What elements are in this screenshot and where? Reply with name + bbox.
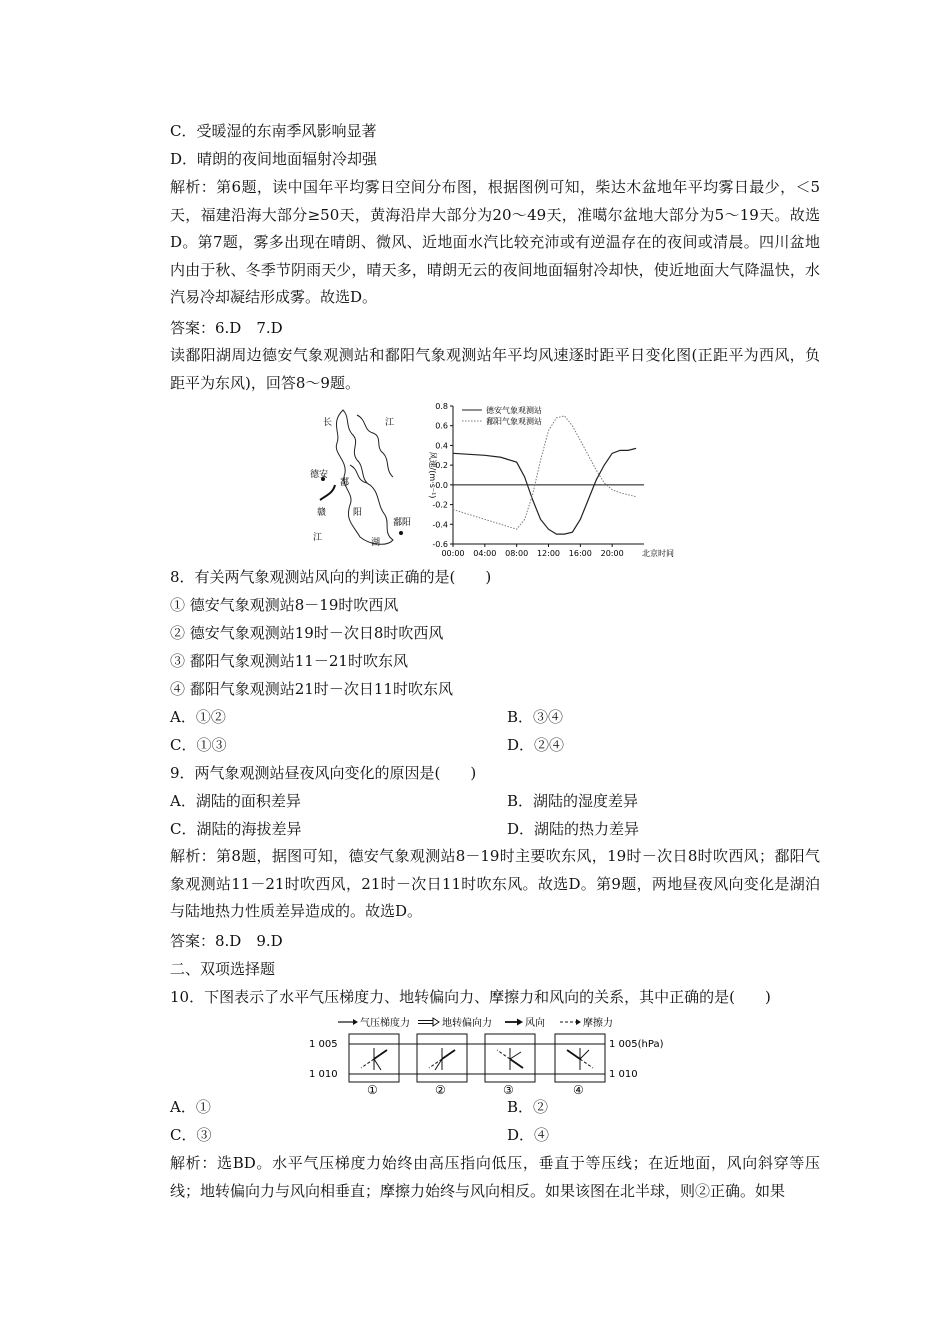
q10-stem: 10．下图表示了水平气压梯度力、地转偏向力、摩擦力和风向的关系，其中正确的是( ) [170,988,771,1006]
isobar-1005-right: 1 005(hPa) [609,1039,664,1050]
panel-label-4: ④ [573,1083,584,1097]
x-tick-label: 08:00 [505,549,529,558]
isobar-1005-left: 1 005 [309,1039,338,1050]
map-label-ganjiang: 江 [313,533,323,543]
x-tick-label: 16:00 [568,549,592,558]
series-line-2 [453,416,636,529]
wind-anomaly-chart [420,396,674,564]
legend-friction: 摩擦力 [583,1018,613,1029]
y-axis-label: 风速/(m·s⁻¹) [428,451,437,499]
legend-label-1: 德安气象观测站 [486,406,542,415]
q10-option-b: B．② [507,1098,549,1116]
q7-option-c: C．受暖湿的东南季风影响显著 [170,122,377,140]
force-diagram [305,1012,675,1097]
q9-stem: 9．两气象观测站昼夜风向变化的原因是( ) [170,764,477,782]
answer-6-7: 答案：6.D 7.D [170,319,283,337]
legend-label-2: 鄱阳气象观测站 [486,417,542,426]
legend-wind: 风向 [525,1018,545,1029]
y-tick-label: -0.2 [432,500,448,510]
y-tick-label: 0.2 [435,461,448,471]
q10-option-d: D．④ [507,1126,550,1144]
q8-item-2: ② 德安气象观测站19时－次日8时吹西风 [170,624,444,642]
analysis-6-7: 解析：第6题，读中国年平均雾日空间分布图，根据图例可知，柴达木盆地年平均雾日最少，＜5天，福建沿海大部分≥50天，黄海沿岸大部分为20～49天，准噶尔盆地大部分为5～19天。故选D。第7题，雾多出现在晴朗、微风、近地面水汽比较充沛或有逆温存在的夜间或清晨。四川盆地内由于秋、冬季节阴雨天少，晴天多，晴朗无云的夜间地面辐射冷却快，使近地面大气降温快，水汽易冷却凝结形成雾。故选D。 [170,178,820,306]
q9-option-d: D．湖陆的热力差异 [507,820,640,838]
x-tick-label: 00:00 [441,549,465,558]
map-label-dean: 德安 [310,470,329,480]
y-tick-label: 0.6 [435,421,448,431]
q8-item-1: ① 德安气象观测站8－19时吹西风 [170,596,399,614]
x-tick-label: 04:00 [473,549,497,558]
map-label-poyang-station: 鄱阳 [393,518,412,528]
analysis-10: 解析：选BD。水平气压梯度力始终由高压指向低压，垂直于等压线；在近地面，风向斜穿等压线；地转偏向力与风向相垂直；摩擦力始终与风向相反。如果该图在北半球，则②正确。如果 [170,1154,820,1200]
q10-option-c: C．③ [170,1126,212,1144]
q7-option-d: D．晴朗的夜间地面辐射冷却强 [170,150,378,168]
series-line-1 [453,448,636,534]
x-tick-label: 20:00 [600,549,624,558]
q10-option-a: A．① [170,1098,211,1116]
q8-option-c: C．①③ [170,736,227,754]
q8-option-b: B．③④ [507,708,564,726]
q9-option-a: A．湖陆的面积差异 [170,792,301,810]
map-label-gan: 赣 [317,508,327,518]
legend-pgf: 气压梯度力 [360,1018,410,1029]
map-label-po: 鄱 [340,478,350,488]
y-tick-label: 0.8 [435,402,448,411]
panel-label-3: ③ [503,1083,514,1097]
analysis-8-9: 解析：第8题，据图可知，德安气象观测站8－19时主要吹东风，19时－次日8时吹西风；鄱阳气象观测站11－21时吹西风，21时－次日11时吹东风。故选D。第9题，两地昼夜风向变化是湖泊与陆地热力性质差异造成的。故选D。 [170,847,820,920]
legend-coriolis: 地转偏向力 [442,1018,492,1029]
q8-item-4: ④ 鄱阳气象观测站21时－次日11时吹东风 [170,680,453,698]
y-tick-label: 0.4 [435,441,448,451]
isobar-1010-left: 1 010 [309,1069,338,1080]
map-label-yang: 阳 [353,508,363,518]
q9-option-c: C．湖陆的海拔差异 [170,820,302,838]
answer-8-9: 答案：8.D 9.D [170,932,283,950]
q8-option-d: D．②④ [507,736,565,754]
isobar-1010-right: 1 010 [609,1069,638,1080]
y-tick-label: -0.6 [432,540,448,549]
y-tick-label: 0.0 [435,480,448,490]
q8-stem: 8．有关两气象观测站风向的判读正确的是( ) [170,568,492,586]
section-2-heading: 二、双项选择题 [170,960,276,978]
q9-option-b: B．湖陆的湿度差异 [507,792,639,810]
panel-label-1: ① [367,1083,378,1097]
q8-item-3: ③ 鄱阳气象观测站11－21时吹东风 [170,652,408,670]
panel-label-2: ② [435,1083,446,1097]
q8-option-a: A．①② [170,708,226,726]
intro-8-9: 读鄱阳湖周边德安气象观测站和鄱阳气象观测站年平均风速逐时距平日变化图(正距平为西风，负距平为东风)，回答8～9题。 [170,346,820,392]
x-axis-label: 北京时间 [642,549,674,558]
poyang-lake-map [305,405,415,557]
map-label-chang: 长 [323,418,333,428]
map-label-hu: 湖 [371,538,381,548]
map-label-jiang: 江 [385,418,395,428]
y-tick-label: -0.4 [432,520,448,530]
x-tick-label: 12:00 [536,549,561,558]
